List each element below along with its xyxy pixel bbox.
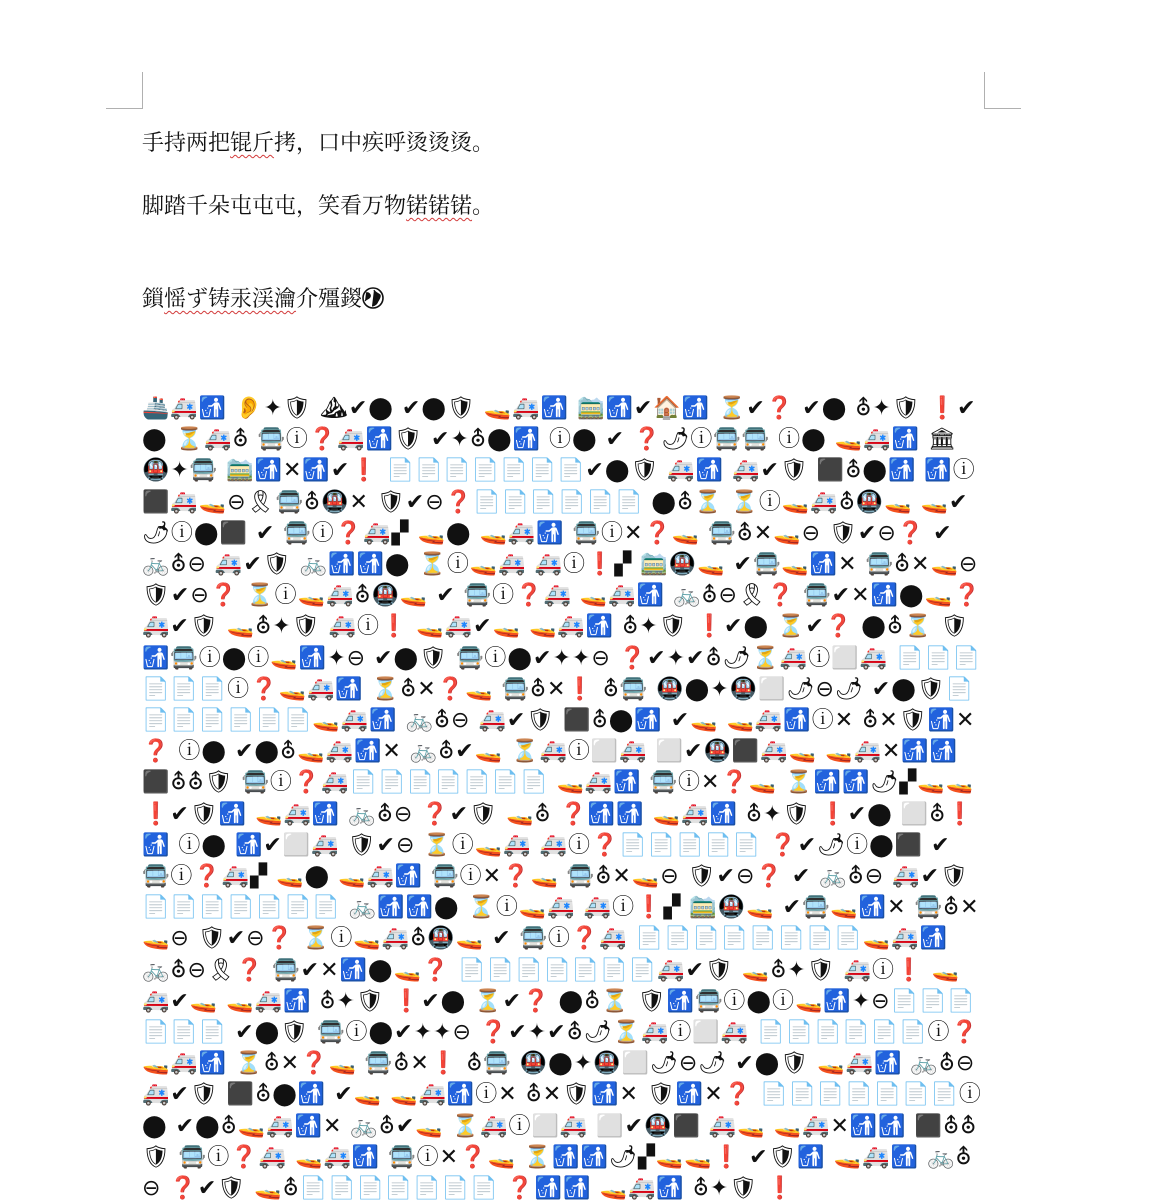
text-line-3-garbled	[142, 278, 982, 322]
spellcheck-marked-text: 锘锘锘	[406, 194, 473, 219]
text-run: 手持两把	[142, 131, 231, 156]
text-run: 介殭鍐	[296, 287, 363, 312]
text-line-1	[142, 122, 982, 166]
symbol-glyph-block: 🚢🚑🚮 👂✦🛡 ⛰✔⬤ ✔⬤🛡 🚤🚑🚮 🚞🚮✔🏠🚮 ⏳✔❓ ✔⬤ ⛢✦🛡 ❗✔⬤ ⏳🚑⛢ 🚍ⓘ❓🚑🚮🛡 ✔✦⛢⬤🚮 ⓘ⬤ ✔ ❓🌶ⓘ🚍🚍 ⓘ⬤ 🚤🚑🚮 🏛🚇✦🚍 🚞🚮✕🚮✔❗ 📄📄📄📄📄📄📄✔⬤🛡 🚑🚮 🚑✔🛡 ⬛⛢⬤🚮 🚮ⓘ⬛🚑🚤⊖🎗🚍⛢🚇✕ 🛡✔⊖❓📄📄📄📄📄📄 ⬤⛢⏳ ⏳ⓘ🚤🚑⛢🚇🚤 🚤✔🌶ⓘ⬤⬛ ✔ 🚍ⓘ❓🚑▞ 🚤⬤ 🚤🚑🚮 🚍ⓘ✕❓🚤 🚍⛢✕🚤⊖ 🛡✔⊖❓ ✔ 🚲⛢⊖ 🚑✔🛡 🚲🚮🚮⬤ ⏳ⓘ🚤🚑 🚑ⓘ❗▞ 🚞🚇🚤 ✔🚍🚤🚮✕ 🚍⛢✕🚤⊖ 🛡✔⊖❓ ⏳ⓘ🚤🚑⛢🚇🚤 ✔ 🚍ⓘ❓🚑 🚤🚑🚮 🚲⛢⊖🎗❓ 🚍✔✕🚮⬤🚤❓ 🚑✔🛡 🚤⛢✦🛡 🚑ⓘ❗ 🚤🚑✔🚤 🚤🚑🚮 ⛢✦🛡 ❗✔⬤ ⏳✔❓ ⬤⛢⏳ 🛡🚮🚍ⓘ⬤ⓘ🚤🚮✦⊖ ✔⬤🛡 🚍ⓘ⬤✔✦✦⊖ ❓✔✦✔⛢🌶⏳🚑ⓘ⬜🚑 📄📄📄📄📄📄ⓘ❓🚤🚑🚮 ⏳⛢✕❓🚤 🚍⛢✕❗ ⛢🚍 🚇⬤✦🚇⬜🌶⊖🌶 ✔⬤🛡📄📄📄📄📄📄📄🚤🚑🚮 🚲⛢⊖ 🚑✔🛡 ⬛⛢⬤🚮 ✔🚤 🚤🚑🚮ⓘ✕ ⛢✕🛡🚮✕❓ ⓘ⬤ ✔⬤⛢🚤🚑🚮✕ 🚲⛢✔🚤 ⏳🚑ⓘ⬜🚑 ⬜✔🚇⬛🚑🚤 🚤🚑✕🚮🚮 ⬛⛢⛢🛡 🚍ⓘ❓🚑📄📄📄📄📄📄📄 🚤🚑🚮 🚍ⓘ✕❓🚤 ⏳🚮🚮🌶▞🚤🚤 ❗✔🛡🚮 🚤🚑🚮 🚲⛢⊖ ❓✔🛡 🚤⛢ ❓🚮🚮 🚤🚑🚮 ⛢✦🛡 ❗✔⬤ ⬜⛢❗🚮 ⓘ⬤ 🚮✔⬜🚑 🛡✔⊖ ⏳ⓘ🚤🚑 🚑ⓘ❓📄📄📄📄📄 ❓✔🌶ⓘ⬤⬛ ✔ 🚍ⓘ❓🚑▞ 🚤⬤ 🚤🚑🚮 🚍ⓘ✕❓🚤 🚍⛢✕🚤⊖ 🛡✔⊖❓ ✔ 🚲⛢⊖ 🚑✔🛡📄📄📄📄📄📄📄 🚲🚮🚮⬤ ⏳ⓘ🚤🚑 🚑ⓘ❗▞ 🚞🚇🚤 ✔🚍🚤🚮✕ 🚍⛢✕🚤⊖ 🛡✔⊖❓ ⏳ⓘ🚤🚑⛢🚇🚤 ✔ 🚍ⓘ❓🚑 📄📄📄📄📄📄📄📄🚤🚑🚮 🚲⛢⊖🎗❓ 🚍✔✕🚮⬤🚤❓ 📄📄📄📄📄📄📄🚑✔🛡 🚤⛢✦🛡 🚑ⓘ❗ 🚤🚑✔🚤 🚤🚑🚮 ⛢✦🛡 ❗✔⬤ ⏳✔❓ ⬤⛢⏳ 🛡🚮🚍ⓘ⬤ⓘ🚤🚮✦⊖📄📄📄📄📄📄 ✔⬤🛡 🚍ⓘ⬤✔✦✦⊖ ❓✔✦✔⛢🌶⏳🚑ⓘ⬜🚑 📄📄📄📄📄📄ⓘ❓ 🚤🚑🚮 ⏳⛢✕❓🚤 🚍⛢✕❗ ⛢🚍 🚇⬤✦🚇⬜🌶⊖🌶 ✔⬤🛡 🚤🚑🚮 🚲⛢⊖ 🚑✔🛡 ⬛⛢⬤🚮 ✔🚤 🚤🚑🚮ⓘ✕ ⛢✕🛡🚮✕ 🛡🚮✕❓ 📄📄📄📄📄📄📄ⓘ⬤ ✔⬤⛢🚤🚑🚮✕ 🚲⛢✔🚤 ⏳🚑ⓘ⬜🚑 ⬜✔🚇⬛ 🚑🚤 🚤🚑✕🚮🚮 ⬛⛢⛢🛡 🚍ⓘ❓🚑 🚤🚑🚮 🚍ⓘ✕❓🚤 ⏳🚮🚮🌶▞🚤🚤❗ ✔🛡🚮 🚤🚑🚮 🚲⛢⊖ ❓✔🛡 🚤⛢📄📄📄📄📄📄📄 ❓🚮🚮 🚤🚑🚮 ⛢✦🛡 ❗	[142, 396, 982, 1202]
margin-corner-top-left	[106, 72, 143, 109]
globe-icon	[362, 281, 384, 325]
text-run: 拷，口中疾呼烫烫烫。	[274, 131, 495, 156]
text-line-2	[142, 185, 982, 229]
margin-corner-top-right	[984, 72, 1021, 109]
text-run: 鎻	[142, 287, 165, 312]
document-body[interactable]	[142, 122, 982, 341]
spellcheck-marked-text: 愮ず铸汞渓瀹	[164, 287, 297, 312]
text-run: 。	[472, 194, 495, 219]
spellcheck-marked-text: 锟斤	[230, 131, 275, 156]
text-run: 脚踏千朵屯屯屯，笑看万物	[142, 194, 407, 219]
